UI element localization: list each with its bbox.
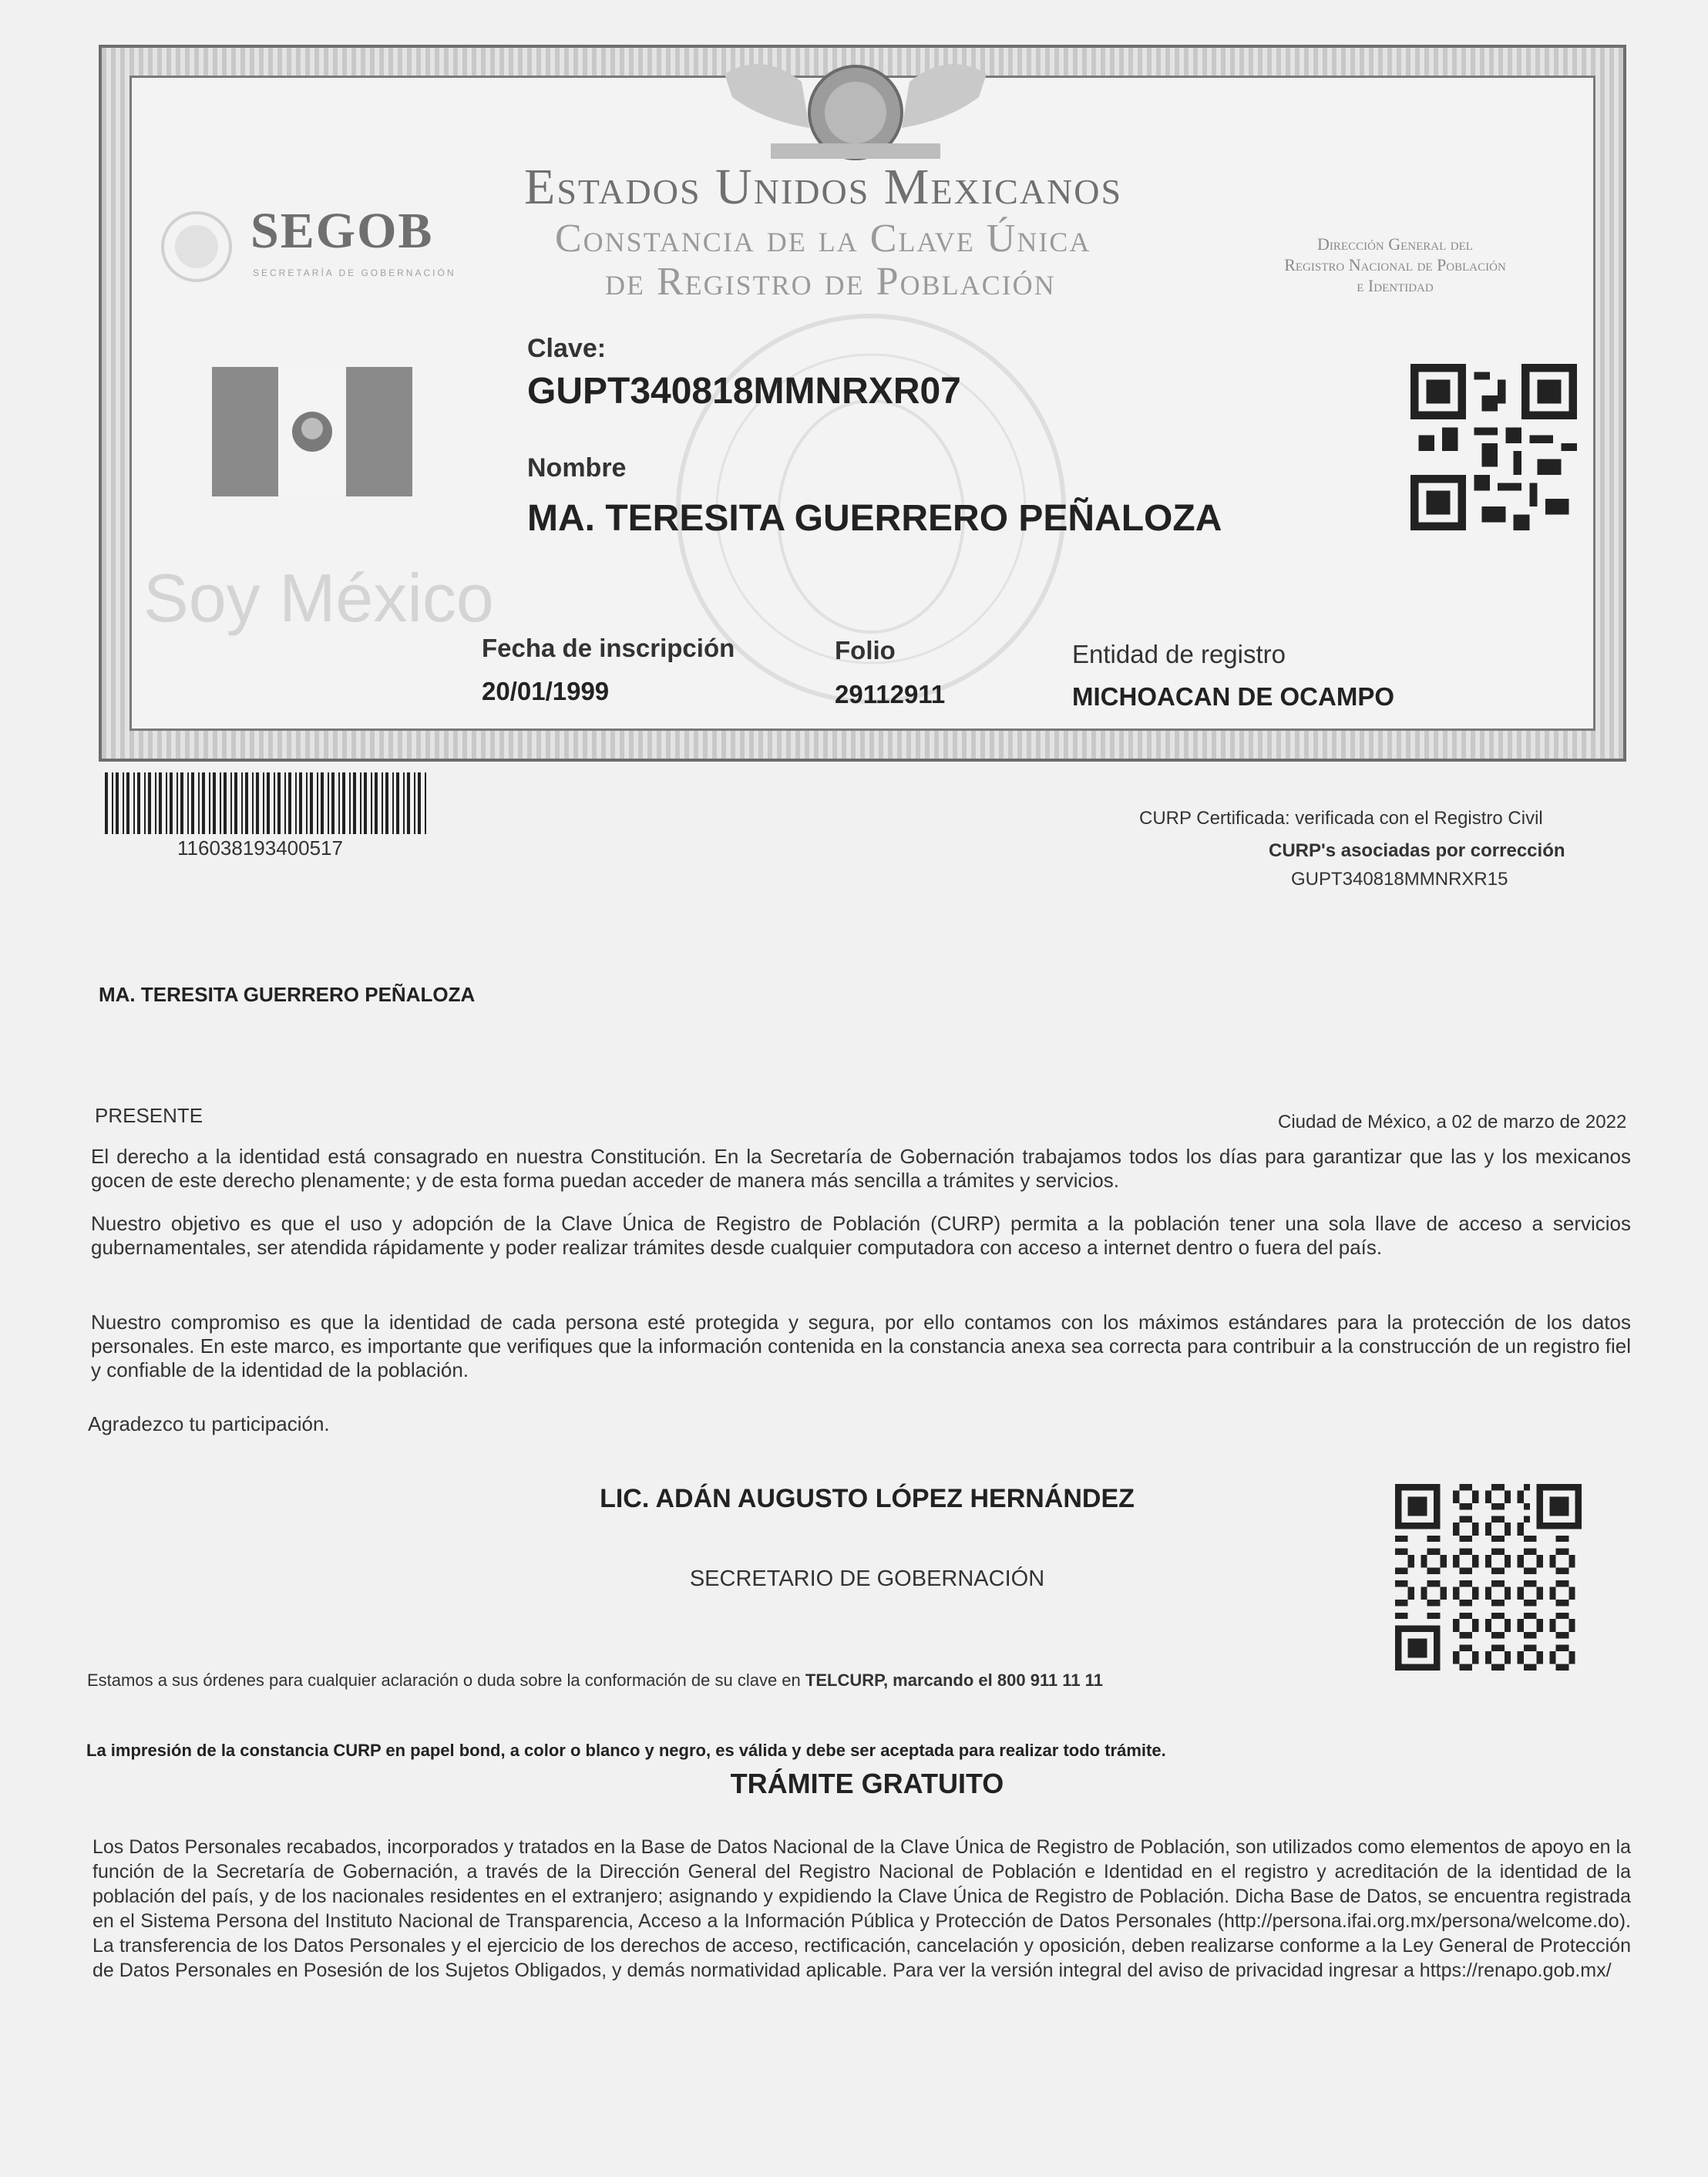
letter-date: Ciudad de México, a 02 de marzo de 2022 <box>1278 1112 1627 1132</box>
paragraph-2: Nuestro objetivo es que el uso y adopción de la Clave Única de Registro de Población (CURP) permita a la población tener una sola llave de acceso a servicios gubernamentales, ser atendida rápidamente y poder realizar trámites desde cualquier computadora con acceso a internet dentro o fuera del país. <box>91 1212 1631 1259</box>
privacy-notice: Los Datos Personales recabados, incorporados y tratados en la Base de Datos Nacional de la Clave Única de Registro de Población, son utilizados como elementos de apoyo en la función de la Secretaría de Gobernación, a través de la Dirección General del Registro Nacional de Población e Identidad en el registro y acreditación de la identidad de la población del país, y de los nacionales residentes en el extranjero; asignando y expidiendo la Clave Única de Registro de Población. Dicha Base de Datos, se encuentra registrada en el Sistema Persona del Instituto Nacional de Transparencia, Acceso a la Información Pública y Protección de Datos Personales (http://persona.ifai.org.mx/persona/welcome.do). La transferencia de los Datos Personales y el ejercicio de los derechos de acceso, rectificación, cancelación y oposición, deben realizarse conforme a la Ley General de Protección de Datos Personales en Posesión de los Sujetos Obligados, y demás normatividad aplicable. Para ver la versión integral del aviso de privacidad ingresar a https://renapo.gob.mx/ <box>92 1836 1631 1981</box>
certificate-title-line2: de Registro de Población <box>605 260 1056 304</box>
segob-logo: SEGOB <box>250 203 434 259</box>
national-coat-of-arms-icon <box>717 51 994 167</box>
signature-qr-code-icon <box>1395 1484 1582 1671</box>
contact-text: Estamos a sus órdenes para cualquier aclaración o duda sobre la conformación de su clave en <box>87 1671 801 1690</box>
signer-title: SECRETARIO DE GOBERNACIÓN <box>689 1566 1045 1591</box>
fecha-label: Fecha de inscripción <box>482 634 735 662</box>
thanks-line: Agradezco tu participación. <box>88 1412 330 1435</box>
entidad-label: Entidad de registro <box>1072 640 1286 668</box>
recipient-name: MA. TERESITA GUERRERO PEÑALOZA <box>99 983 476 1006</box>
folio-value: 29112911 <box>835 680 946 708</box>
barcode-number: 116038193400517 <box>177 836 343 860</box>
signer-name: LIC. ADÁN AUGUSTO LÓPEZ HERNÁNDEZ <box>600 1484 1135 1513</box>
fecha-value: 20/01/1999 <box>482 677 610 705</box>
direccion-line3: e Identidad <box>1357 276 1434 295</box>
folio-label: Folio <box>835 636 896 665</box>
direccion-line2: Registro Nacional de Población <box>1284 255 1506 274</box>
qr-code-icon <box>1410 364 1577 530</box>
direccion-general-label <box>1241 234 1549 296</box>
clave-label: Clave: <box>527 334 607 363</box>
curp-certificada-status: CURP Certificada: verificada con el Registro Civil <box>1139 808 1543 829</box>
telcurp-phone: TELCURP, marcando el 800 911 11 11 <box>805 1671 1103 1690</box>
paragraph-3: Nuestro compromiso es que la identidad de cada persona esté protegida y segura, por ello contamos con los máximos estándares para la protección de los datos personales. En este marco, es importante que verifiques que la información contenida en la constancia anexa sea correcta para contribuir a la construcción de un registro fiel y confiable de la identidad de la población. <box>91 1311 1631 1381</box>
soy-mexico-watermark: Soy México <box>143 560 494 636</box>
barcode-icon <box>105 772 429 834</box>
direccion-line1: Dirección General del <box>1317 234 1473 254</box>
presente-label: PRESENTE <box>95 1104 203 1127</box>
contact-line <box>87 1671 1103 1691</box>
segob-seal-icon <box>158 208 235 285</box>
certificate-title-line1: Constancia de la Clave Única <box>555 217 1091 261</box>
nombre-label: Nombre <box>527 453 627 483</box>
country-heading: Estados Unidos Mexicanos <box>524 159 1123 215</box>
tramite-gratuito: TRÁMITE GRATUITO <box>730 1768 1004 1799</box>
segob-subtitle: SECRETARÍA DE GOBERNACIÓN <box>253 267 456 278</box>
validity-note: La impresión de la constancia CURP en papel bond, a color o blanco y negro, es válida y debe ser aceptada para realizar todo trámite. <box>86 1741 1166 1760</box>
nombre-value: MA. TERESITA GUERRERO PEÑALOZA <box>527 498 1222 539</box>
clave-value: GUPT340818MMNRXR07 <box>527 371 961 412</box>
paragraph-1: El derecho a la identidad está consagrado en nuestra Constitución. En la Secretaría de Gobernación trabajamos todos los días para garantizar que las y los mexicanos gocen de este derecho plenamente; y de esta forma puedan acceder de manera más sencilla a trámites y servicios. <box>91 1145 1631 1192</box>
entidad-value: MICHOACAN DE OCAMPO <box>1072 682 1394 711</box>
curp-asociadas-label: CURP's asociadas por corrección <box>1269 840 1565 861</box>
curp-asociada-value: GUPT340818MMNRXR15 <box>1291 869 1508 890</box>
mexican-flag-icon <box>212 367 412 496</box>
